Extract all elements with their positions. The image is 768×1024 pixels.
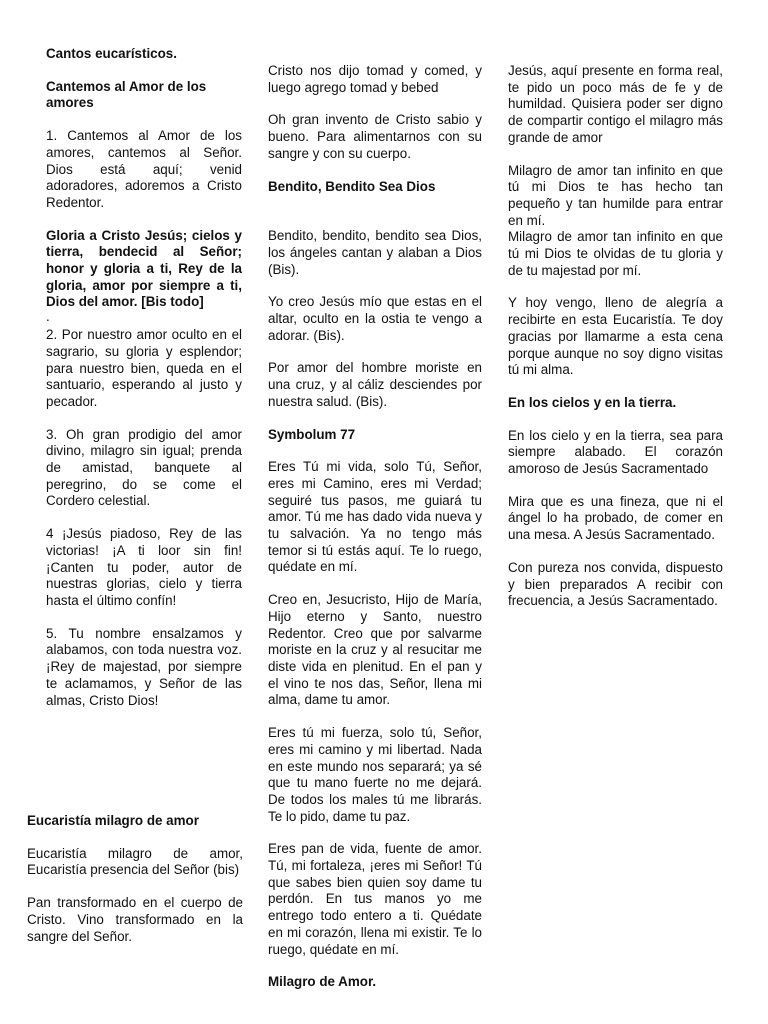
bendito-para-3: Por amor del hombre moriste en una cruz, y al cáliz desciendes por nuestra salud. (Bis). [268, 360, 482, 409]
verse-5: 5. Tu nombre ensalzamos y alabamos, con toda nuestra voz. ¡Rey de majestad, por siempre te aclamamos, y Señor de las almas, Cristo Dios! [46, 625, 242, 708]
column-1 [46, 46, 242, 742]
verse-4: 4 ¡Jesús piadoso, Rey de las victorias! ¡A ti loor sin fin! ¡Canten tu poder, autor de nuestras glorias, cielo y tierra hasta el último confín! [46, 526, 242, 608]
verse-3: 3. Oh gran prodigio del amor divino, milagro sin igual; prenda de amistad, banquete al peregrino, do se come el Cordero celestial. [46, 426, 242, 509]
symbolum-para-2: Creo en, Jesucristo, Hijo de María, Hijo eterno y Santo, nuestro Redentor. Creo que por salvarme moriste en la cruz y al resucitar me diste vida en plenitud. En el pan y el vino te nos das, Señor, llena mi alma, dame tu amor. [268, 592, 482, 708]
symbolum-para-3: Eres tú mi fuerza, solo tú, Señor, eres mi camino y mi libertad. Nada en este mundo nos separará; ya sé que tu mano fuerte no me dejará. De todos los males tú me librarás. Te lo pido, dame tu paz. [268, 725, 482, 824]
cielos-para-3: Con pureza nos convida, dispuesto y bien preparados A recibir con frecuencia, a Jesús Sacramentado. [508, 559, 723, 609]
eucaristia-para-2: Pan transformado en el cuerpo de Cristo. Vino transformado en la sangre del Señor. [27, 895, 243, 944]
cielos-para-2: Mira que es una fineza, que ni el ángel lo ha probado, de comer en una mesa. A Jesús Sacramentado. [508, 493, 723, 543]
song-title-cielos: En los cielos y en la tierra. [508, 394, 677, 410]
bendito-para-2: Yo creo Jesús mío que estas en el altar, oculto en la ostia te vengo a adorar. (Bis). [268, 294, 482, 343]
verse-2: 2. Por nuestro amor oculto en el sagrario, su gloria y esplendor; para nuestro bien, queda en el santuario, esperando al justo y pecador. [46, 327, 242, 409]
stray-dot: . [46, 309, 50, 325]
verse-1: 1. Cantemos al Amor de los amores, cantemos al Señor. Dios está aquí; venid adoradores, adoremos a Cristo Redentor. [46, 128, 242, 210]
column-1-lower [27, 813, 243, 961]
milagro-para-3: Y hoy vengo, lleno de alegría a recibirte en esta Eucaristía. Te doy gracias por llamarme a esta cena porque aunque no soy digno visitas tú mi alma. [508, 295, 723, 378]
col2-para-1: Cristo nos dijo tomad y comed, y luego agrego tomad y bebed [268, 63, 482, 95]
song-title-milagro: Milagro de Amor. [268, 974, 377, 990]
song-title-eucaristia: Eucaristía milagro de amor [27, 813, 199, 828]
song-title-symbolum: Symbolum 77 [268, 426, 356, 442]
milagro-para-2a: Milagro de amor tan infinito en que tú mi Dios te has hecho tan pequeño y tan humilde para entrar en mí. [508, 162, 723, 228]
song-title-bendito: Bendito, Bendito Sea Dios [268, 178, 436, 194]
cielos-para-1: En los cielo y en la tierra, sea para siempre alabado. El corazón amoroso de Jesús Sacramentado [508, 427, 723, 477]
eucaristia-para-1: Eucaristía milagro de amor, Eucaristía presencia del Señor (bis) [27, 845, 243, 878]
bendito-para-1: Bendito, bendito, bendito sea Dios, los ángeles cantan y alaban a Dios (Bis). [268, 228, 482, 277]
song-title-cantemos: Cantemos al Amor de los amores [46, 78, 207, 111]
column-3 [508, 63, 723, 626]
chorus: Gloria a Cristo Jesús; cielos y tierra, bendecid al Señor; honor y gloria a ti, Rey de la gloria, amor por siempre a ti, Dios del amor. [Bis todo] [46, 227, 242, 310]
milagro-para-1: Jesús, aquí presente en forma real, te pido un poco más de fe y de humildad. Quisiera poder ser digno de compartir contigo el milagro más grande de amor [508, 63, 723, 145]
milagro-para-2b: Milagro de amor tan infinito en que tú mi Dios te olvidas de tu gloria y de tu majestad por mí. [508, 229, 723, 278]
col2-para-2: Oh gran invento de Cristo sabio y bueno. Para alimentarnos con su sangre y con su cuerpo. [268, 112, 482, 161]
symbolum-para-4: Eres pan de vida, fuente de amor. Tú, mi fortaleza, ¡eres mi Señor! Tú que sabes bien quien soy dame tu perdón. En tus manos yo me entrego todo entero a ti. Quédate en mi corazón, llena mi existir. Te lo ruego, quédate en mí. [268, 841, 482, 957]
symbolum-para-1: Eres Tú mi vida, solo Tú, Señor, eres mi Camino, eres mi Verdad; seguiré tus pasos, me guiará tu amor. Tú me has dado vida nueva y tu salvación. Ya no tengo más temor si tú estás aquí. Te lo ruego, quédate en mí. [268, 459, 482, 575]
column-2 [268, 63, 482, 1007]
document-title: Cantos eucarísticos. [46, 46, 177, 61]
